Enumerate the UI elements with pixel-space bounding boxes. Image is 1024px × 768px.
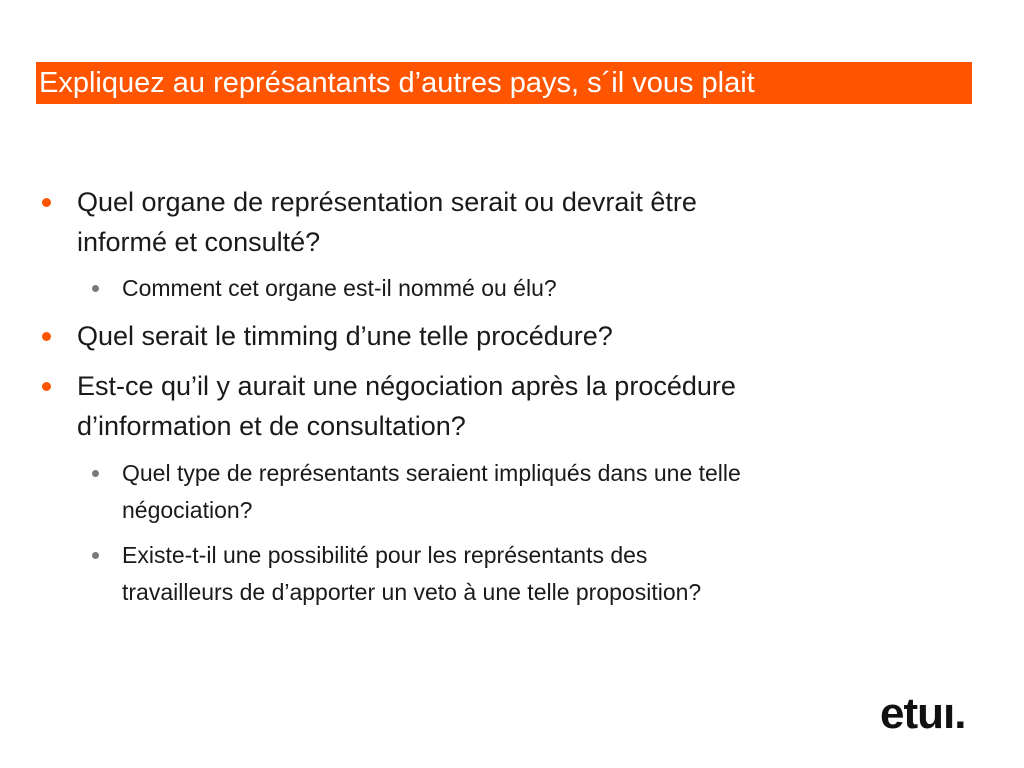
bullet-item-1 [77,182,697,262]
sub-bullet-dot-icon [92,470,99,477]
bullet-line: d’information et de consultation? [77,411,466,441]
bullet-line: Quel type de représentants seraient impliqués dans une telle [122,460,741,486]
bullet-dot-icon [42,382,51,391]
bullet-line: Quel serait le timming d’une telle procédure? [77,321,613,351]
bullet-line: Quel organe de représentation serait ou devrait être [77,187,697,217]
etui-logo: etuı. [880,689,966,738]
bullet-line: Existe-t-il une possibilité pour les représentants des [122,542,648,568]
bullet-line: informé et consulté? [77,227,321,257]
bullet-line: Comment cet organe est-il nommé ou élu? [122,275,557,301]
sub-bullet-item-2 [122,455,741,529]
sub-bullet-item-3 [122,537,701,611]
bullet-item-2 [77,316,613,356]
bullet-line: travailleurs de d’apporter un veto à une telle proposition? [122,579,702,605]
bullet-dot-icon [42,332,51,341]
sub-bullet-dot-icon [92,552,99,559]
slide-title: Expliquez au représantants d’autres pays, s´il vous plait [39,67,755,99]
sub-bullet-item-1 [122,270,557,307]
bullet-line: Est-ce qu’il y aurait une négociation après la procédure [77,371,736,401]
bullet-dot-icon [42,198,51,207]
bullet-line: négociation? [122,497,253,523]
bullet-item-3 [77,366,736,446]
sub-bullet-dot-icon [92,285,99,292]
